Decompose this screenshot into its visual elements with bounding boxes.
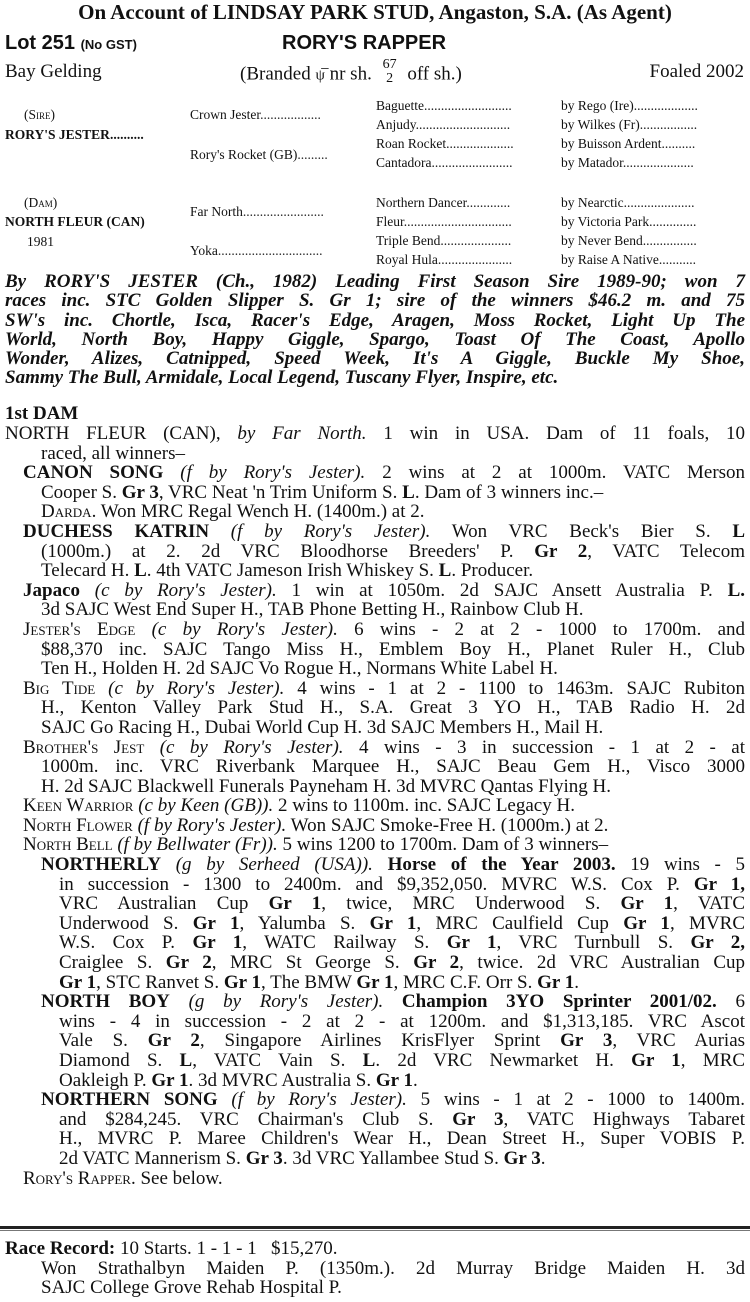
race-record: Race Record: 10 Starts. 1 - 1 - 1 $15,270. Won Strathalbyn Maiden P. (1350m.). 2d Murray Bridge Maiden H. 3d SAJC College Grove Rehab Hospital P. (5, 1238, 745, 1299)
progeny-keen-warrior: Keen Warrior (c by Keen (GB)). 2 wins to 1100m. inc. SAJC Legacy H. (23, 795, 575, 817)
lot-label: Lot 251 (5, 32, 76, 54)
gst-note: (No GST) (80, 37, 137, 52)
great-grandparent: Anjudy............................ (376, 117, 511, 132)
off-shoulder-brand: 67 2 (382, 57, 397, 86)
progeny-rorys-rapper: Rory's Rapper. See below. (23, 1167, 223, 1189)
dam-year: 1981 (27, 234, 54, 249)
sex-colour: Bay Gelding (5, 61, 102, 82)
great-grandsire: by Nearctic..................... (561, 195, 695, 210)
grandparent: Crown Jester.................. (190, 107, 321, 122)
first-dam-heading: 1st DAM (5, 403, 79, 424)
section-divider (0, 1226, 750, 1229)
grandparent: Rory's Rocket (GB)......... (190, 147, 328, 162)
great-grandparent: Cantadora........................ (376, 155, 513, 170)
great-grandparent: Roan Rocket.................... (376, 136, 514, 151)
great-grandparent: Baguette.......................... (376, 98, 512, 113)
progeny-northerly: NORTHERLY (g by Serheed (USA)). Horse of the Year 2003. 19 wins - 5 (41, 854, 746, 876)
grandparent: Far North........................ (190, 204, 324, 219)
dam-name: NORTH FLEUR (CAN) (5, 214, 145, 229)
sire-name: RORY'S JESTER.......... (5, 127, 144, 142)
progeny-north-flower: North Flower (f by Rory's Jester). Won SAJC Smoke-Free H. (1000m.) at 2. (23, 814, 609, 836)
sire-label: (Sire) (24, 107, 55, 122)
great-grandsire: by Victoria Park.............. (561, 214, 697, 229)
progeny-north-bell: North Bell (f by Bellwater (Fr)). 5 wins 1200 to 1700m. Dam of 3 winners– (23, 834, 609, 856)
great-grandsire: by Wilkes (Fr)................. (561, 117, 698, 132)
progeny-japaco: Japaco (c by Rory's Jester). 1 win at 1050m. 2d SAJC Ansett Australia P. L. (23, 579, 746, 601)
vendor-line: On Account of LINDSAY PARK STUD, Angaston, S.A. (As Agent) (78, 0, 672, 24)
great-grandsire: by Never Bend................ (561, 233, 697, 248)
progeny-north-boy: NORTH BOY (g by Rory's Jester). Champion 3YO Sprinter 2001/02. 6 (41, 991, 745, 1013)
great-grandparent: Triple Bend..................... (376, 233, 512, 248)
dam-intro: NORTH FLEUR (CAN), by Far North. 1 win in USA. Dam of 11 foals, 10 (5, 423, 746, 444)
horse-name: RORY'S RAPPER (282, 32, 447, 54)
section-divider-thin (0, 1230, 750, 1231)
brand-mark-icon: ψ̅ (315, 67, 325, 84)
first-dam-section: NORTH FLEUR (CAN), by Far North. 1 win in USA. Dam of 11 foals, 10 raced, all winners– CANON SONG (f by Rory's Jester). 2 wins at 2 at 1000m. VATC Merson Cooper S. Gr 3, VRC Neat 'n Trim Uniform S. L. Dam of 3 winners inc.– Darda. Won MRC Regal Wench H. (1400m.) at 2. DUCHESS KATRIN (f by Rory's Jester). Won VRC Beck's Bier S. L (1000m.) at 2. 2d VRC Bloodhorse Breeders' P. Gr 2, VATC Telecom Telecard H. L. 4th VATC Jameson Irish Whiskey S. L. Producer. Japaco (c by Rory's Jester). 1 win at 1050m. 2d SAJC Ansett Australia P. L. 3d SAJC West End Super H., TAB Phone Betting H., Rainbow Club H. Jester's Edge (c by Rory's Jester). 6 wins - 2 at 2 - 1000 to 1700m. and $88,370 inc. SAJC Tango Miss H., Emblem Boy H., Planet Ruler H., Club Ten H., Holden H. 2d SAJC Vo Rogue H., Normans White Label H. Big Tide (c by Rory's Jester). 4 wins - 1 at 2 - 1100 to 1463m. SAJC Rubiton H., Kenton Valley Park Stud H., S.A. Great 3 YO H., TAB Radio H. 2d SAJC Go Racing H., Dubai World Cup H. 3d SAJC Members H., Mail H. Brother's Jest (c by Rory's Jester). 4 wins - 3 in succession - 1 at 2 - at 1000m. inc. VRC Riverbank Marquee H., SAJC Beau Gem H., Visco 3000 H. 2d SAJC Blackwell Funerals Payneham H. 3d MVRC Qantas Flying H. Keen Warrior (c by Keen (GB)). 2 wins to 1100m. inc. SAJC Legacy H. North Flower (f by Rory's Jester). Won SAJC Smoke-Free H. (1000m.) at 2. North Bell (f by Bellwater (Fr)). 5 wins 1200 to 1700m. Dam of 3 winners– NORTHERLY (g by Serheed (USA)). Horse of the Year 2003. 19 wins - 5 in succession - 1300 to 2400m. and $9,352,050. MVRC W.S. Cox P. Gr 1, VRC Australian Cup Gr 1, twice, MRC Underwood S. Gr 1, VATC Underwood S. Gr 1, Yalumba S. Gr 1, MRC Caulfield Cup Gr 1, MVRC W.S. Cox P. Gr 1, WATC Railway S. Gr 1, VRC Turnbull S. Gr 2, Craiglee S. Gr 2, MRC St George S. Gr 2, twice. 2d VRC Australian Cup Gr 1, STC Ranvet S. Gr 1, The BMW Gr 1, MRC C.F. Orr S. Gr 1. NORTH BOY (g by Rory's Jester). Champion 3YO Sprinter 2001/02. 6 wins - 4 in succession - 2 at 2 - at 1200m. and $1,313,185. VRC Ascot Vale S. Gr 2, Singapore Airlines KrisFlyer Sprint Gr 3, VRC Aurias Diamond S. L, VATC Vain S. L. 2d VRC Newmarket H. Gr 1, MRC Oakleigh P. Gr 1. 3d MVRC Australia S. Gr 1. NORTHERN SONG (f by Rory's Jester). 5 wins - 1 at 2 - 1000 to 1400m. and $284,245. VRC Chairman's Club S. Gr 3, VATC Highways Tabaret H., MVRC P. Maree Children's Wear H., Dean Street H., Super VOBIS P. 2d VATC Mannerism S. Gr 3. 3d VRC Yallambee Stud S. Gr 3. Rory's Rapper. See below. (5, 423, 746, 1189)
great-grandsire: by Rego (Ire)................... (561, 98, 698, 113)
progeny-duchess-katrin: DUCHESS KATRIN (f by Rory's Jester). Won VRC Beck's Bier S. L (23, 520, 745, 542)
brand-info: (Branded ψ̅ nr sh. 67 2 off sh.) (240, 57, 462, 86)
progeny-northern-song: NORTHERN SONG (f by Rory's Jester). 5 wins - 1 at 2 - 1000 to 1400m. (41, 1089, 746, 1111)
progeny-brothers-jest: Brother's Jest (c by Rory's Jester). 4 wins - 3 in succession - 1 at 2 - at (23, 736, 746, 758)
great-grandsire: by Matador..................... (561, 155, 694, 170)
great-grandsire: by Buisson Ardent.......... (561, 136, 696, 151)
progeny-jesters-edge: Jester's Edge (c by Rory's Jester). 6 wins - 2 at 2 - 1000 to 1700m. and (23, 618, 745, 640)
progeny-canon-song: CANON SONG (f by Rory's Jester). 2 wins at 2 at 1000m. VATC Merson (23, 462, 746, 484)
progeny-big-tide: Big Tide (c by Rory's Jester). 4 wins - 1 at 2 - 1100 to 1463m. SAJC Rubiton (23, 677, 746, 699)
dam-label: (Dam) (24, 195, 58, 210)
lot-number (5, 32, 137, 55)
race-record-label: Race Record: (5, 1238, 116, 1259)
foaled-year: Foaled 2002 (649, 61, 744, 82)
great-grandparent: Fleur................................ (376, 214, 512, 229)
great-grandparent: Northern Dancer............. (376, 195, 511, 210)
grandparent: Yoka............................... (190, 243, 323, 258)
sire-summary: By RORY'S JESTER (Ch., 1982) Leading First Season Sire 1989-90; won 7 races inc. STC Golden Slipper S. Gr 1; sire of the winners $46.2 m. and 75 SW's inc. Chortle, Isca, Racer's Edge, Aragen, Moss Rocket, Light Up The World, North Boy, Happy Giggle, Spargo, Toast Of The Coast, Apollo Wonder, Alizes, Catnipped, Speed Week, It's A Giggle, Buckle My Shoe, Sammy The Bull, Armidale, Local Legend, Tuscany Flyer, Inspire, etc. (5, 271, 745, 389)
race-record-summary: 10 Starts. 1 - 1 - 1 $15,270. (120, 1238, 338, 1259)
great-grandparent: Royal Hula...................... (376, 252, 513, 267)
great-grandsire: by Raise A Native........... (561, 252, 696, 267)
